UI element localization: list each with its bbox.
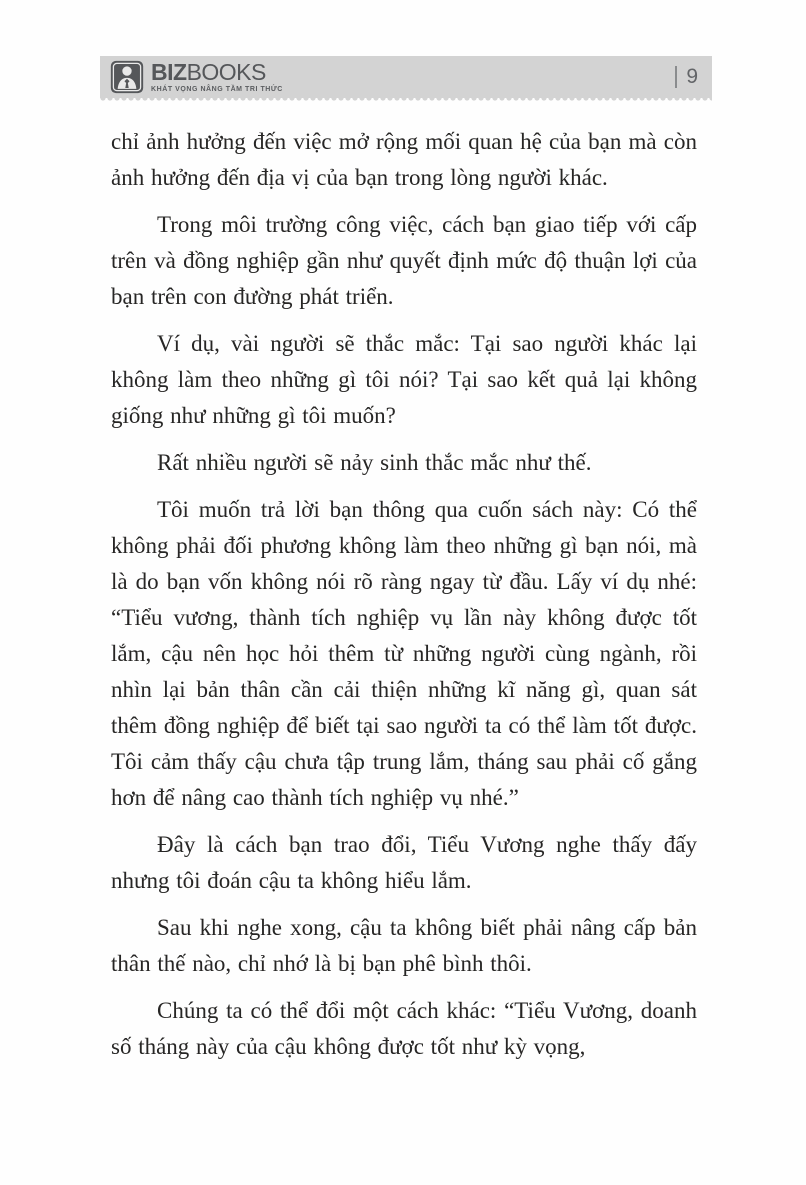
paragraph-8: Chúng ta có thể đổi một cách khác: “Tiểu Vương, doanh số tháng này của cậu không được tốt như kỳ vọng, bbox=[111, 998, 697, 1059]
page-header bbox=[100, 56, 712, 98]
brand-text bbox=[151, 61, 283, 93]
paragraph-2: Trong môi trường công việc, cách bạn giao tiếp với cấp trên và đồng nghiệp gần như quyết định mức độ thuận lợi của bạn trên con đường phát triển. bbox=[111, 212, 697, 309]
brand-name-books: BOOKS bbox=[186, 59, 266, 85]
publisher-logo bbox=[110, 60, 283, 94]
page-text bbox=[111, 124, 697, 1076]
paragraph-1: chỉ ảnh hưởng đến việc mở rộng mối quan hệ của bạn mà còn ảnh hưởng đến địa vị của bạn trong lòng người khác. bbox=[111, 129, 697, 190]
paragraph-6: Đây là cách bạn trao đổi, Tiểu Vương nghe thấy đấy nhưng tôi đoán cậu ta không hiểu lắm. bbox=[111, 832, 697, 893]
brand-name-biz: BIZ bbox=[151, 59, 187, 85]
paragraph-5: Tôi muốn trả lời bạn thông qua cuốn sách này: Có thể không phải đối phương không làm theo những gì bạn nói, mà là do bạn vốn không nói rõ ràng ngay từ đầu. Lấy ví dụ nhé: “Tiểu vương, thành tích nghiệp vụ lần này không được tốt lắm, cậu nên học hỏi thêm từ những người cùng ngành, rồi nhìn lại bản thân cần cải thiện những kĩ năng gì, quan sát thêm đồng nghiệp để biết tại sao người ta có thể làm tốt được. Tôi cảm thấy cậu chưa tập trung lắm, tháng sau phải cố gắng hơn để nâng cao thành tích nghiệp vụ nhé.” bbox=[111, 497, 697, 810]
page-number bbox=[675, 65, 698, 89]
page-number-divider bbox=[675, 66, 677, 88]
page-number-value: 9 bbox=[686, 65, 698, 88]
paragraph-3: Ví dụ, vài người sẽ thắc mắc: Tại sao người khác lại không làm theo những gì tôi nói? Tại sao kết quả lại không giống như những gì tôi muốn? bbox=[111, 331, 697, 428]
bizbooks-logo-icon bbox=[110, 60, 144, 94]
paragraph-4: Rất nhiều người sẽ nảy sinh thắc mắc như thế. bbox=[157, 450, 592, 475]
brand-name bbox=[151, 61, 283, 84]
brand-tagline: KHÁT VỌNG NÂNG TẦM TRI THỨC bbox=[151, 86, 283, 93]
paragraph-7: Sau khi nghe xong, cậu ta không biết phải nâng cấp bản thân thế nào, chỉ nhớ là bị bạn phê bình thôi. bbox=[111, 915, 697, 976]
